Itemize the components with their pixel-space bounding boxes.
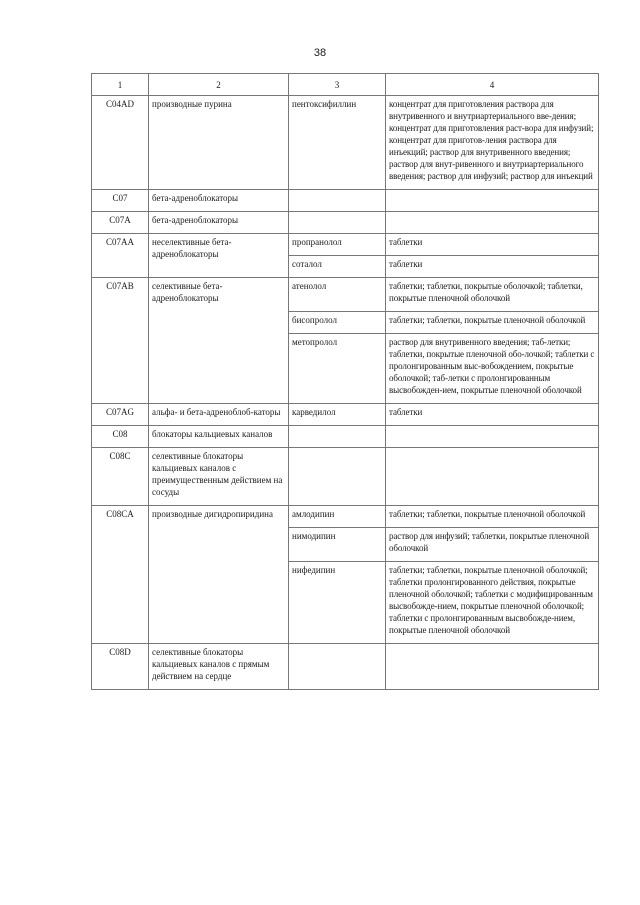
table-row <box>92 506 599 528</box>
drug-name-cell <box>289 212 386 234</box>
drug-name-cell: соталол <box>289 256 386 278</box>
table-row <box>92 96 599 190</box>
dosage-form-cell: таблетки; таблетки, покрытые оболочкой; таблетки, покрытые пленочной оболочкой <box>386 278 599 312</box>
table-row <box>92 234 599 256</box>
atc-code-cell: C07AG <box>92 404 149 426</box>
dosage-form-cell <box>386 190 599 212</box>
drug-name-cell: пентоксифиллин <box>289 96 386 190</box>
drug-name-cell: нифедипин <box>289 562 386 644</box>
dosage-form-cell: таблетки <box>386 256 599 278</box>
group-name-cell: блокаторы кальциевых каналов <box>149 426 289 448</box>
dosage-form-cell <box>386 212 599 234</box>
group-name-cell: селективные блокаторы кальциевых каналов с прямым действием на сердце <box>149 644 289 690</box>
dosage-form-cell: таблетки; таблетки, покрытые пленочной оболочкой <box>386 312 599 334</box>
table-row <box>92 644 599 690</box>
atc-code-cell: C08D <box>92 644 149 690</box>
dosage-form-cell: таблетки <box>386 234 599 256</box>
dosage-form-cell: таблетки; таблетки, покрытые пленочной оболочкой; таблетки пролонгированного действия, покрытые пленочной оболочкой; таблетки с модифицированным высвобожде-нием, покрытые пленочной оболочкой; таблетки с пролонгированным высвобожде-нием, покрытые пленочной оболочкой <box>386 562 599 644</box>
drug-name-cell: метопролол <box>289 334 386 404</box>
drug-name-cell <box>289 190 386 212</box>
atc-code-cell: C08CA <box>92 506 149 644</box>
column-header: 2 <box>149 74 289 96</box>
dosage-form-cell: раствор для внутривенного введения; таб-летки; таблетки, покрытые пленочной обо-лочкой; таблетки с пролонгированным выс-вобождением, покрытые оболочкой; таб-летки с пролонгированным высвобожден-ием, покрытые пленочной оболочкой <box>386 334 599 404</box>
table-row <box>92 212 599 234</box>
atc-code-cell: C07A <box>92 212 149 234</box>
column-header: 4 <box>386 74 599 96</box>
atc-code-cell: C07AA <box>92 234 149 278</box>
table-row <box>92 448 599 506</box>
drug-name-cell <box>289 644 386 690</box>
dosage-form-cell <box>386 426 599 448</box>
group-name-cell: бета-адреноблокаторы <box>149 190 289 212</box>
atc-code-cell: C07 <box>92 190 149 212</box>
table-row <box>92 278 599 312</box>
group-name-cell: альфа- и бета-адреноблоб-каторы <box>149 404 289 426</box>
drug-table <box>91 73 599 690</box>
column-header: 3 <box>289 74 386 96</box>
drug-name-cell: атенолол <box>289 278 386 312</box>
table-row <box>92 404 599 426</box>
drug-name-cell <box>289 448 386 506</box>
column-header: 1 <box>92 74 149 96</box>
atc-code-cell: C08 <box>92 426 149 448</box>
drug-name-cell: амлодипин <box>289 506 386 528</box>
table-row <box>92 190 599 212</box>
drug-name-cell: карведилол <box>289 404 386 426</box>
table-body <box>92 96 599 690</box>
group-name-cell: неселективные бета-адреноблокаторы <box>149 234 289 278</box>
atc-code-cell: C04AD <box>92 96 149 190</box>
dosage-form-cell: раствор для инфузий; таблетки, покрытые пленочной оболочкой <box>386 528 599 562</box>
table-row <box>92 426 599 448</box>
drug-name-cell: бисопролол <box>289 312 386 334</box>
dosage-form-cell <box>386 448 599 506</box>
group-name-cell: бета-адреноблокаторы <box>149 212 289 234</box>
atc-code-cell: C08C <box>92 448 149 506</box>
drug-name-cell <box>289 426 386 448</box>
dosage-form-cell: таблетки <box>386 404 599 426</box>
drug-name-cell: нимодипин <box>289 528 386 562</box>
dosage-form-cell: таблетки; таблетки, покрытые пленочной оболочкой <box>386 506 599 528</box>
dosage-form-cell: концентрат для приготовления раствора для внутривенного и внутриартериального вве-дения; концентрат для приготовления раст-вора для инфузий; концентрат для приготов-ления раствора для инъекций; раствор для внутривенного введения; раствор для внут-ривенного и внутриартериального введения; раствор для инфузий; раствор для инъекций <box>386 96 599 190</box>
atc-code-cell: C07AB <box>92 278 149 404</box>
group-name-cell: селективные блокаторы кальциевых каналов с преимущественным действием на сосуды <box>149 448 289 506</box>
dosage-form-cell <box>386 644 599 690</box>
page-number: 38 <box>313 47 327 59</box>
group-name-cell: селективные бета-адреноблокаторы <box>149 278 289 404</box>
drug-name-cell: пропранолол <box>289 234 386 256</box>
group-name-cell: производные пурина <box>149 96 289 190</box>
table-header-row <box>92 74 599 96</box>
group-name-cell: производные дигидропиридина <box>149 506 289 644</box>
